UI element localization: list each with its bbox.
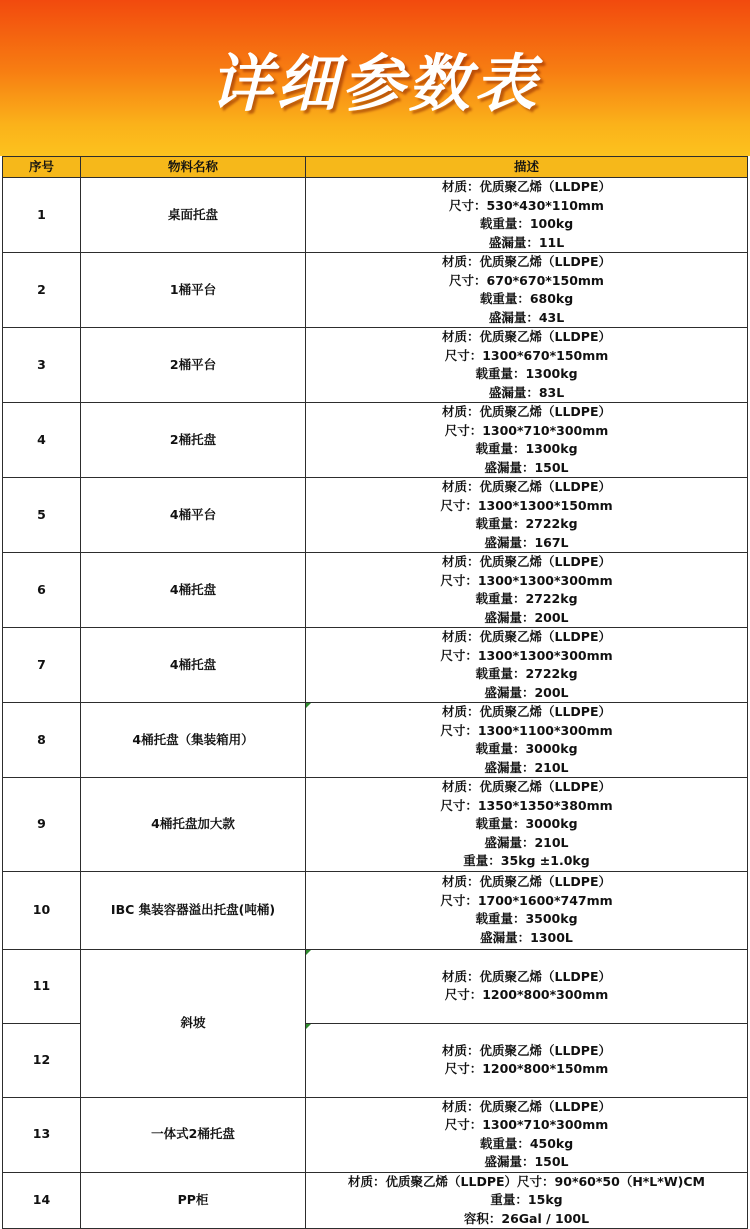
- description-line: 盛漏量：210L: [484, 834, 569, 850]
- description-line: 容积：26Gal / 100L: [463, 1210, 590, 1226]
- description-line: 载重量：1300kg: [475, 366, 578, 381]
- description-line: 材质：优质聚乙烯（LLDPE）: [441, 554, 611, 569]
- material-name: 2桶平台: [81, 328, 306, 403]
- material-name: 4桶平台: [81, 478, 306, 553]
- description-line: 盛漏量：150L: [484, 1154, 569, 1169]
- comment-marker-icon: [306, 703, 311, 708]
- row-number: 6: [3, 553, 81, 628]
- description-line: 尺寸：1300*670*150mm: [444, 347, 609, 363]
- table-row: [3, 553, 748, 628]
- material-name: PP柜: [81, 1172, 306, 1229]
- material-name: 桌面托盘: [81, 178, 306, 253]
- row-number: 9: [3, 778, 81, 872]
- row-number: 4: [3, 403, 81, 478]
- description-line: 材质：优质聚乙烯（LLDPE）: [441, 874, 611, 889]
- material-name: 一体式2桶托盘: [81, 1097, 306, 1172]
- description-line: 盛漏量：200L: [484, 609, 569, 625]
- description-line: 材质：优质聚乙烯（LLDPE）: [441, 1098, 611, 1114]
- table-body: [3, 178, 748, 1229]
- table-row: [3, 949, 748, 1023]
- material-name: 4桶托盘: [81, 628, 306, 703]
- material-name: 4桶托盘: [81, 553, 306, 628]
- description-line: 尺寸：670*670*150mm: [449, 272, 604, 288]
- table-row: [3, 1172, 748, 1229]
- description-line: 盛漏量：1300L: [480, 929, 573, 945]
- description-line: 材质：优质聚乙烯（LLDPE）: [441, 704, 611, 719]
- description-line: 材质：优质聚乙烯（LLDPE）: [441, 329, 611, 344]
- description-line: 载重量：1300kg: [475, 441, 578, 456]
- table-row: [3, 403, 748, 478]
- header-no: 序号: [3, 157, 81, 178]
- description-line: 载重量：2722kg: [475, 516, 578, 531]
- description-line: 尺寸：1300*710*300mm: [444, 1117, 609, 1132]
- table-row: [3, 703, 748, 778]
- description: [306, 703, 748, 778]
- description: [306, 178, 748, 253]
- description: [306, 1172, 748, 1229]
- description-line: 盛漏量：43L: [488, 309, 565, 325]
- description-line: 载重量：3500kg: [475, 911, 578, 926]
- material-name: 4桶托盘（集装箱用）: [81, 703, 306, 778]
- table-row: [3, 253, 748, 328]
- header-name: 物料名称: [81, 157, 306, 178]
- description-line: 材质：优质聚乙烯（LLDPE）: [441, 404, 611, 419]
- description-line: 尺寸：1300*1300*150mm: [440, 497, 613, 513]
- description: [306, 328, 748, 403]
- description-line: 尺寸：1300*1300*300mm: [440, 647, 613, 663]
- description: [306, 553, 748, 628]
- description-line: 载重量：2722kg: [475, 666, 578, 681]
- description-line: 材质：优质聚乙烯（LLDPE）: [441, 779, 611, 794]
- description-line: 载重量：3000kg: [475, 741, 578, 756]
- row-number: 5: [3, 478, 81, 553]
- description-line: 尺寸：1300*1300*300mm: [440, 572, 613, 588]
- row-number: 11: [3, 949, 81, 1023]
- row-number: 3: [3, 328, 81, 403]
- description: [306, 478, 748, 553]
- description-line: 重量：15kg: [490, 1192, 563, 1207]
- description-line: 载重量：100kg: [479, 216, 574, 231]
- description-line: 尺寸：530*430*110mm: [449, 197, 604, 213]
- description-line: 载重量：450kg: [479, 1135, 574, 1151]
- description: [306, 403, 748, 478]
- table-header-row: [3, 157, 748, 178]
- material-name: 4桶托盘加大款: [81, 778, 306, 872]
- table-row: [3, 478, 748, 553]
- description-line: 盛漏量：200L: [484, 684, 569, 700]
- description-line: 材质：优质聚乙烯（LLDPE）: [441, 968, 611, 984]
- page-title: 详细参数表: [209, 46, 540, 120]
- description-line: 材质：优质聚乙烯（LLDPE）: [441, 479, 611, 494]
- material-name: 2桶托盘: [81, 403, 306, 478]
- row-number: 1: [3, 178, 81, 253]
- header-desc: 描述: [306, 157, 748, 178]
- description-line: 尺寸：1200*800*300mm: [444, 987, 609, 1002]
- row-number: 13: [3, 1097, 81, 1172]
- description-line: 载重量：2722kg: [475, 591, 578, 606]
- row-number: 7: [3, 628, 81, 703]
- description-line: 重量：35kg ±1.0kg: [463, 853, 590, 868]
- description-line: 尺寸：1300*710*300mm: [444, 422, 609, 438]
- description-line: 尺寸：1700*1600*747mm: [440, 892, 613, 908]
- table-row: [3, 871, 748, 949]
- description-line: 盛漏量：167L: [484, 534, 569, 550]
- table-row: [3, 778, 748, 872]
- description: [306, 1023, 748, 1097]
- description-line: 盛漏量：83L: [488, 384, 565, 400]
- description-line: 材质：优质聚乙烯（LLDPE）: [441, 1042, 611, 1058]
- description-line: 尺寸：1200*800*150mm: [444, 1061, 609, 1076]
- description-line: 载重量：680kg: [479, 291, 574, 306]
- description: [306, 253, 748, 328]
- material-name: 1桶平台: [81, 253, 306, 328]
- table-row: [3, 328, 748, 403]
- description: [306, 871, 748, 949]
- comment-marker-icon: [306, 1024, 311, 1029]
- row-number: 12: [3, 1023, 81, 1097]
- description-line: 材质：优质聚乙烯（LLDPE）: [441, 254, 611, 269]
- description-line: 盛漏量：210L: [484, 759, 569, 775]
- table-row: [3, 628, 748, 703]
- description-line: 材质：优质聚乙烯（LLDPE）尺寸：90*60*50（H*L*W)CM: [348, 1173, 705, 1189]
- description-line: 材质：优质聚乙烯（LLDPE）: [441, 179, 611, 194]
- row-number: 2: [3, 253, 81, 328]
- description-line: 盛漏量：11L: [488, 234, 565, 250]
- description: [306, 628, 748, 703]
- description-line: 盛漏量：150L: [484, 459, 569, 475]
- row-number: 10: [3, 871, 81, 949]
- material-name: 斜坡: [81, 949, 306, 1097]
- description-line: 载重量：3000kg: [475, 816, 578, 831]
- description-line: 尺寸：1300*1100*300mm: [440, 722, 613, 738]
- table-row: [3, 178, 748, 253]
- description: [306, 1097, 748, 1172]
- row-number: 8: [3, 703, 81, 778]
- comment-marker-icon: [306, 950, 311, 955]
- description: [306, 778, 748, 872]
- material-name: IBC 集装容器溢出托盘(吨桶): [81, 871, 306, 949]
- description: [306, 949, 748, 1023]
- row-number: 14: [3, 1172, 81, 1229]
- parameter-table: [2, 156, 748, 1229]
- description-line: 材质：优质聚乙烯（LLDPE）: [441, 629, 611, 644]
- description-line: 尺寸：1350*1350*380mm: [440, 797, 613, 813]
- table-row: [3, 1097, 748, 1172]
